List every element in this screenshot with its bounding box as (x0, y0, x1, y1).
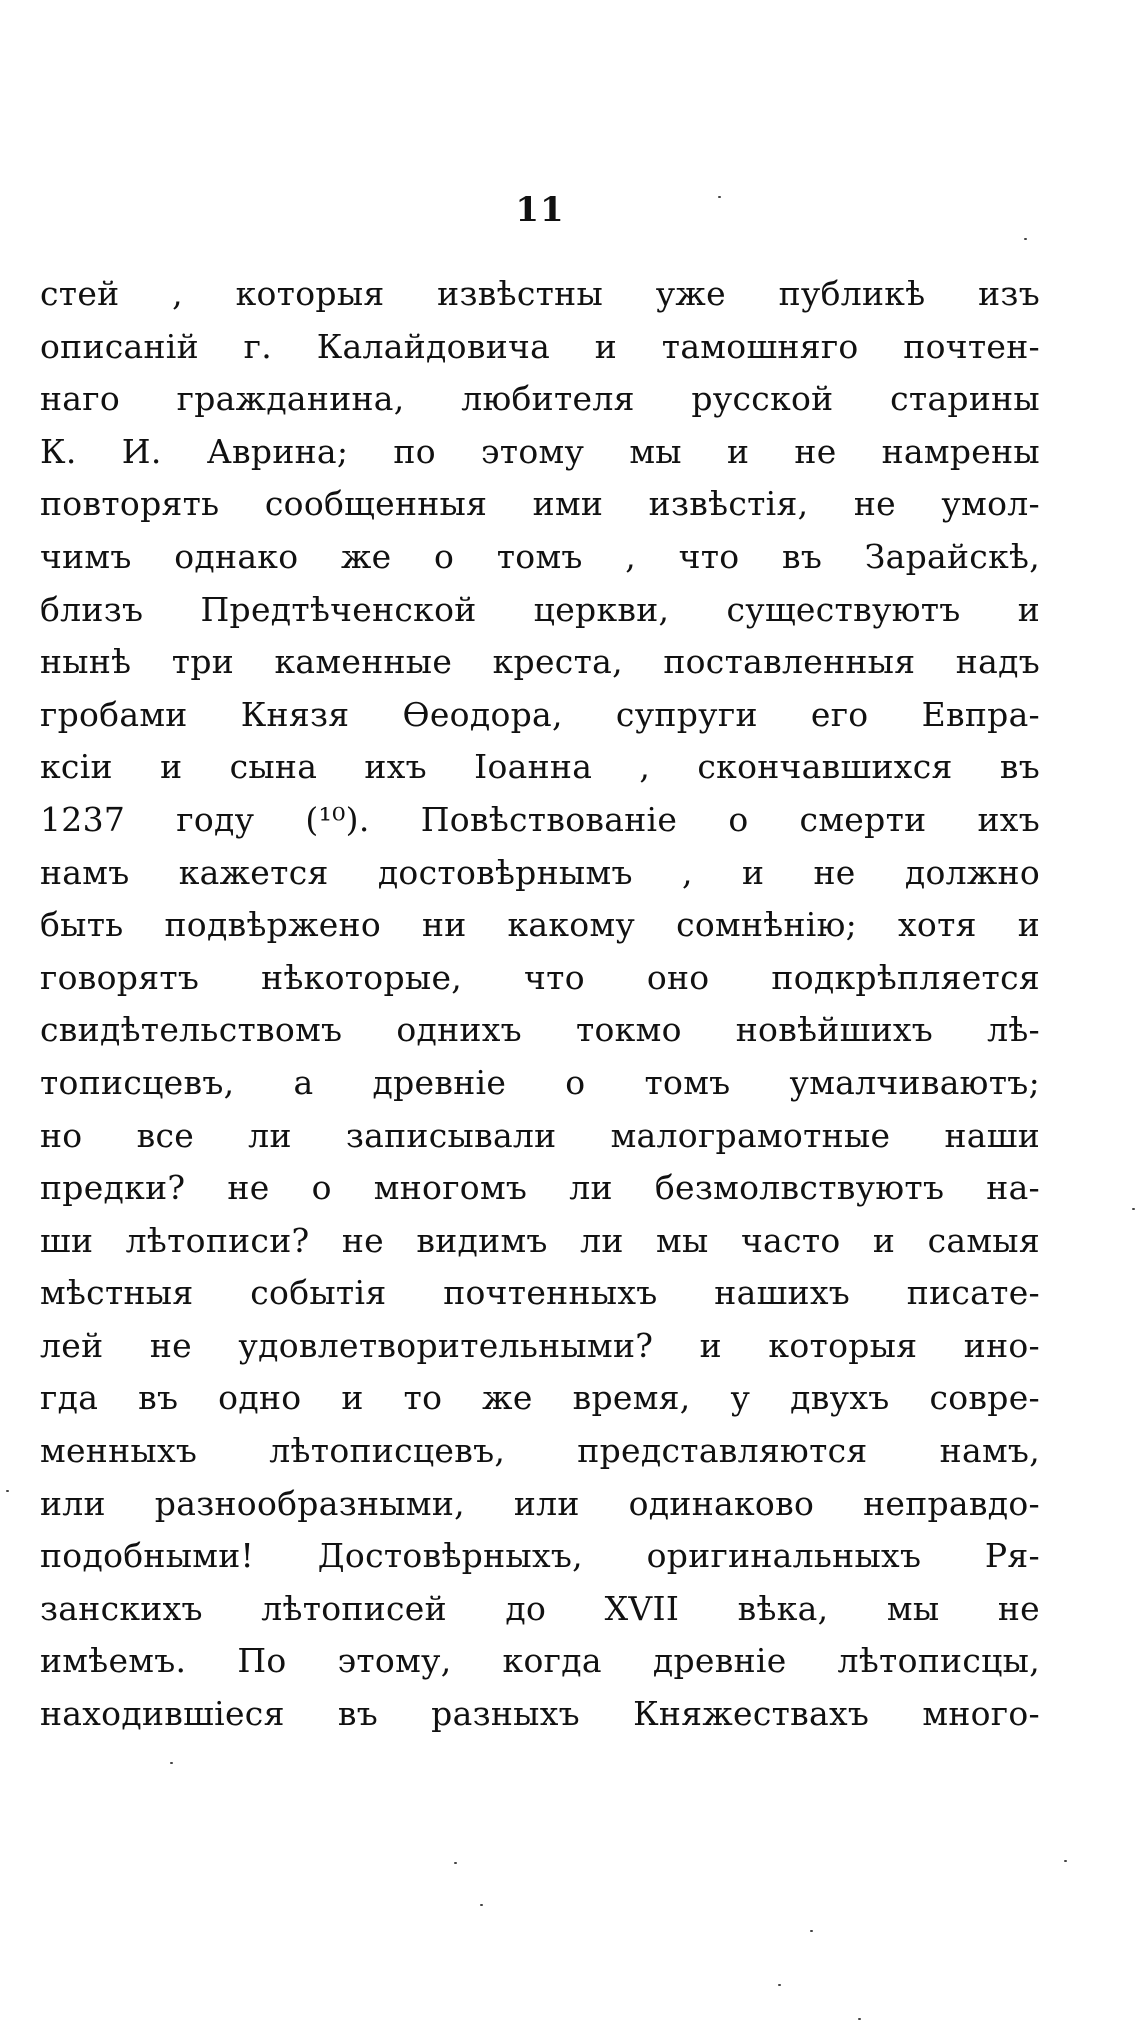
text-line: лей не удовлетворительными? и которыя ино- (40, 1325, 1040, 1365)
text-line: занскихъ лѣтописей до XVII вѣка, мы не (40, 1588, 1040, 1628)
scan-speck (1024, 238, 1027, 240)
text-line: но все ли записывали малограмотные наши (40, 1115, 1040, 1155)
scan-speck (170, 1762, 173, 1764)
scan-speck (6, 1490, 9, 1492)
text-line: менныхъ лѣтописцевъ, представляются намъ, (40, 1431, 1040, 1471)
text-line: гробами Князя Ѳеодора, супруги его Евпра- (40, 694, 1040, 734)
text-line: быть подвѣржено ни какому сомнѣнію; хотя и (40, 905, 1040, 945)
scan-speck (718, 196, 721, 198)
text-line: имѣемъ. По этому, когда древніе лѣтописцы, (40, 1641, 1040, 1681)
text-line: нынѣ три каменные креста, поставленныя надъ (40, 642, 1040, 682)
text-line: говорятъ нѣкоторые, что оно подкрѣпляется (40, 957, 1040, 997)
text-line: тописцевъ, а древніе о томъ умалчиваютъ; (40, 1062, 1040, 1102)
text-line: стей , которыя извѣстны уже публикѣ изъ (40, 274, 1040, 313)
text-line: описаній г. Калайдовича и тамошняго почтен- (40, 326, 1040, 366)
text-line: предки? не о многомъ ли безмолвствуютъ на- (40, 1168, 1040, 1208)
text-line: подобными! Достовѣрныхъ, оригинальныхъ Ря- (40, 1536, 1040, 1576)
text-line: или разнообразными, или одинаково неправдо- (40, 1483, 1040, 1523)
scan-speck (454, 1862, 457, 1864)
scan-speck (480, 1904, 483, 1906)
text-line: свидѣтельствомъ однихъ токмо новѣйшихъ лѣ- (40, 1010, 1040, 1050)
scan-speck (1064, 1860, 1067, 1862)
text-line: гда въ одно и то же время, у двухъ совре- (40, 1378, 1040, 1418)
text-line: чимъ однако же о томъ , что въ Зарайскѣ, (40, 536, 1040, 576)
text-line: ксіи и сына ихъ Іоанна , скончавшихся въ (40, 747, 1040, 787)
scan-speck (778, 1984, 781, 1986)
text-line: близъ Предтѣченской церкви, существуютъ и (40, 589, 1040, 629)
page-number: 11 (515, 190, 565, 230)
text-line: находившіеся въ разныхъ Княжествахъ много- (40, 1694, 1040, 1734)
text-line: К. И. Аврина; по этому мы и не намрены (40, 431, 1040, 471)
scan-speck (858, 2018, 861, 2020)
scan-speck (1132, 1208, 1135, 1210)
text-line: повторять сообщенныя ими извѣстія, не умол- (40, 484, 1040, 524)
body-text (40, 268, 1040, 1741)
text-line: мѣстныя событія почтенныхъ нашихъ писате- (40, 1273, 1040, 1313)
text-line: 1237 году (¹⁰). Повѣствованіе о смерти ихъ (40, 799, 1040, 839)
text-line: намъ кажется достовѣрнымъ , и не должно (40, 852, 1040, 892)
text-line: наго гражданина, любителя русской старины (40, 379, 1040, 419)
text-line: ши лѣтописи? не видимъ ли мы часто и самыя (40, 1220, 1040, 1260)
scan-speck (810, 1930, 813, 1932)
